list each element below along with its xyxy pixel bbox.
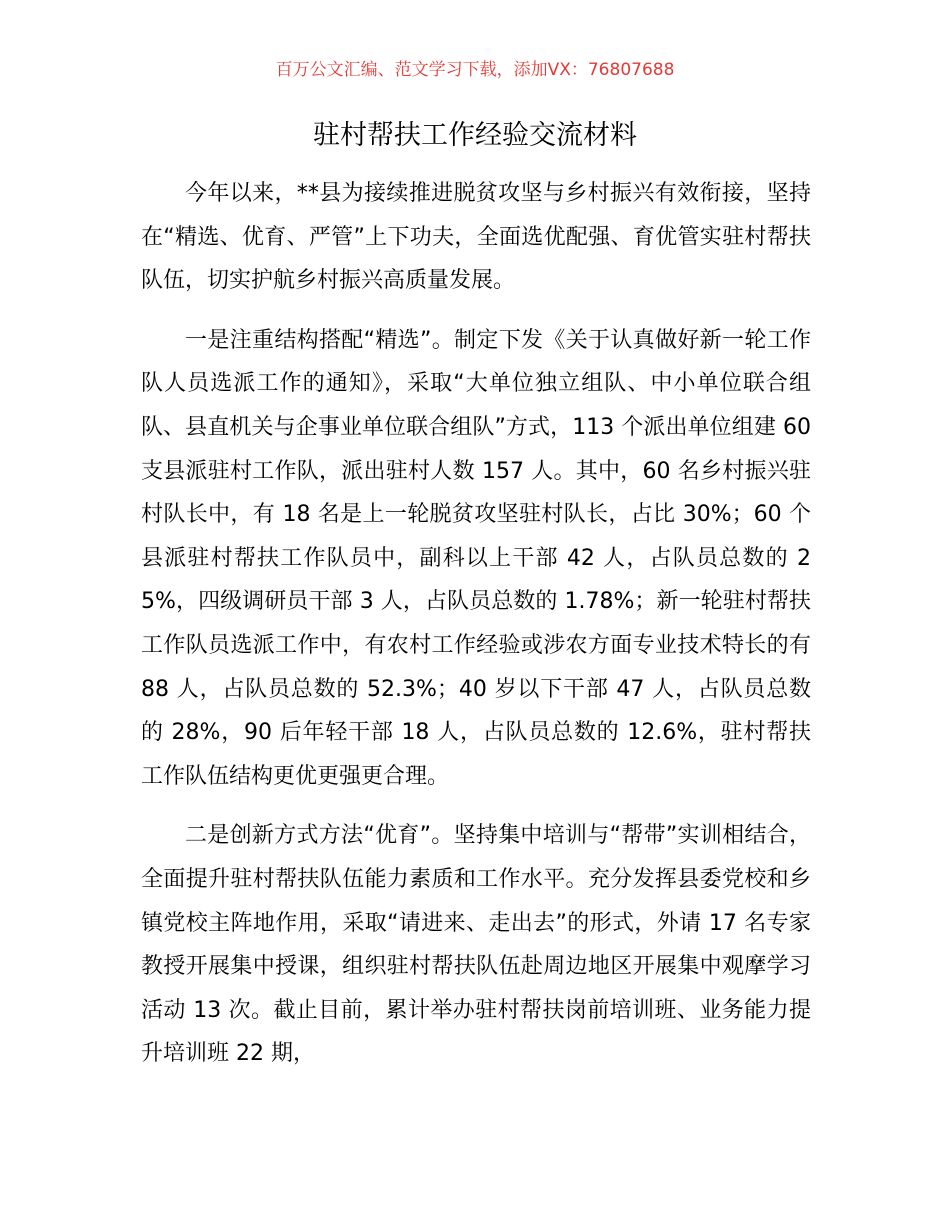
header-promo-note: 百万公文汇编、范文学习下载，添加VX：76807688	[275, 60, 675, 80]
document-title: 驻村帮扶工作经验交流材料	[313, 120, 637, 151]
paragraph-selection: 一是注重结构搭配“精选”。制定下发《关于认真做好新一轮工作队人员选派工作的通知》，采取“大单位独立组队、中小单位联合组队、县直机关与企事业单位联合组队”方式，113 个派出单位组建 60 支县派驻村工作队，派出驻村人数 157 人。其中，60 名乡村振兴驻村队长中，有 18 名是上一轮脱贫攻坚驻村队长，占比 30%；60 个县派驻村帮扶工作队员中，副科以上干部 42 人，占队员总数的 25%，四级调研员干部 3 人，占队员总数的 1.78%；新一轮驻村帮扶工作队员选派工作中，有农村工作经验或涉农方面专业技术特长的有 88 人，占队员总数的 52.3%；40 岁以下干部 47 人，占队员总数的 28%，90 后年轻干部 18 人，占队员总数的 12.6%，驻村帮扶工作队伍结构更优更强更合理。	[141, 327, 811, 789]
paragraph-intro: 今年以来，**县为接续推进脱贫攻坚与乡村振兴有效衔接，坚持在“精选、优育、严管”上下功夫，全面选优配强、育优管实驻村帮扶队伍，切实护航乡村振兴高质量发展。	[141, 181, 811, 294]
paragraph-training: 二是创新方式方法“优育”。坚持集中培训与“帮带”实训相结合，全面提升驻村帮扶队伍能力素质和工作水平。充分发挥县委党校和乡镇党校主阵地作用，采取“请进来、走出去”的形式，外请 17 名专家教授开展集中授课，组织驻村帮扶队伍赴周边地区开展集中观摩学习活动 13 次。截止目前，累计举办驻村帮扶岗前培训班、业务能力提升培训班 22 期，	[141, 823, 811, 1067]
document-body	[141, 172, 811, 1092]
